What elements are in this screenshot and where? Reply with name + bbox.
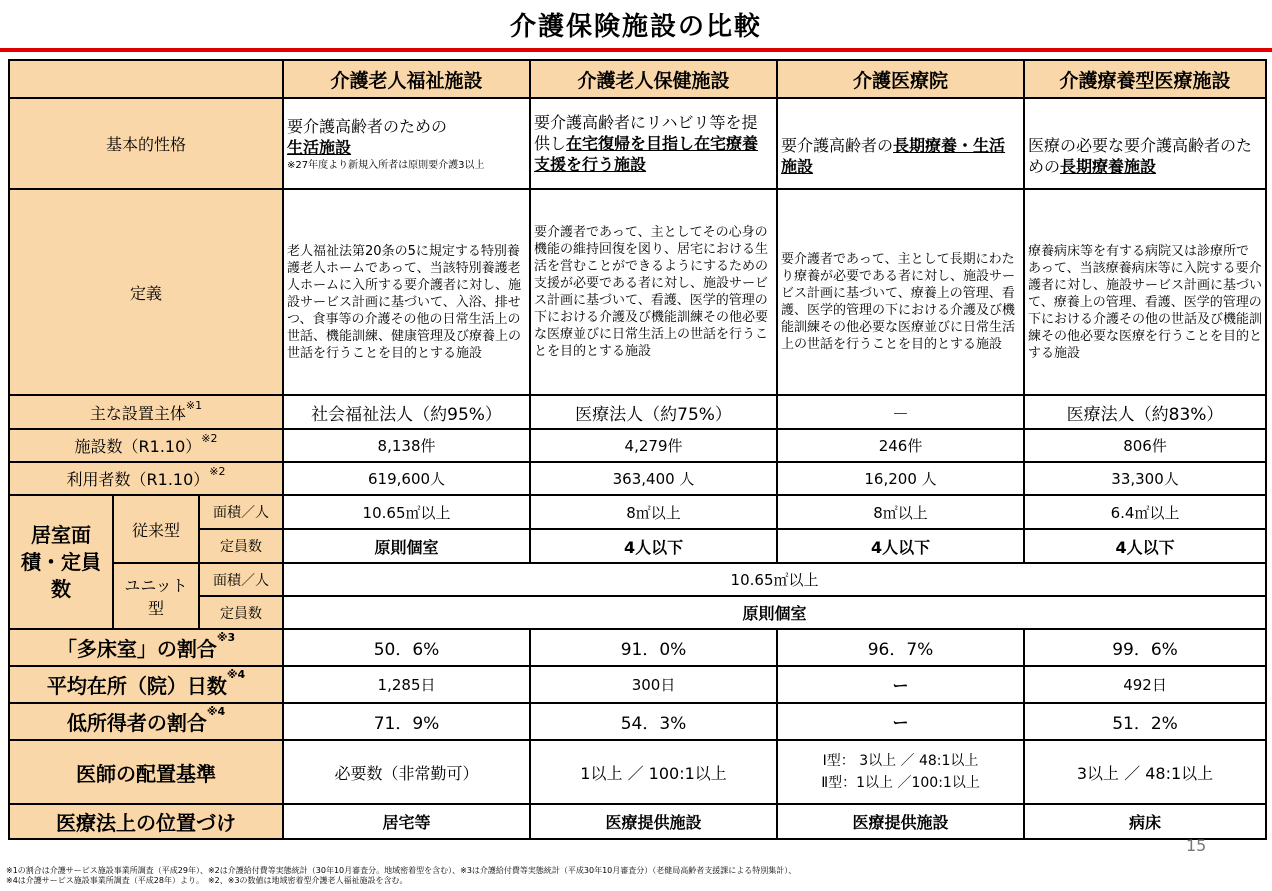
- column-header-welfare: 介護老人福祉施設: [283, 60, 530, 98]
- lowincome-row: [9, 703, 1266, 740]
- doctors-health: 1以上 ／ 100:1以上: [530, 740, 777, 804]
- stay-row: [9, 666, 1266, 703]
- definition-sanatorium: 療養病床等を有する病院又は診療所であって、当該療養病床等に入院する要介護者に対し、施設サービス計画に基づいて、療養上の管理、看護、医学的管理の下における介護その他の世話及び機能訓練その他必要な医療を行うことを目的とする施設: [1024, 189, 1266, 395]
- page-title: 介護保険施設の比較: [509, 12, 762, 42]
- conventional-area-label: 面積／人: [199, 495, 283, 529]
- multibed-medical: 96．7%: [777, 629, 1024, 666]
- stay-health: 300日: [530, 666, 777, 703]
- basic-medical-highlight: 長期療養・生活施設: [781, 135, 1006, 176]
- basic-sanatorium-text: 医療の必要な要介護高齢者のための: [1028, 135, 1253, 176]
- stay-sanatorium: 492日: [1024, 666, 1266, 703]
- facilities-welfare: 8,138件: [283, 429, 530, 462]
- row-label-stay: [9, 666, 283, 703]
- basic-sanatorium-highlight: 長期療養施設: [1060, 156, 1157, 176]
- definition-welfare: 老人福祉法第20条の5に規定する特別養護老人ホームであって、当該特別養護老人ホームに入所する要介護者に対し、施設サービス計画に基づいて、入浴、排せつ、食事等の介護その他の日常生活上の世話、機能訓練、健康管理及び療養上の世話を行うことを目的とする施設: [283, 189, 530, 395]
- basic-welfare-note: ※27年度より新規入所者は原則要介護3以上: [287, 159, 485, 171]
- row-label-room: 居室面積・定員数: [9, 495, 113, 629]
- row-label-users: [9, 462, 283, 495]
- operator-health: 医療法人（約75%）: [530, 395, 777, 429]
- basic-health-highlight: 在宅復帰を目指し在宅療養支援を行う施設: [534, 134, 759, 174]
- legal-health: 医療提供施設: [530, 804, 777, 839]
- row-label-multibed: [9, 629, 283, 666]
- multibed-row: [9, 629, 1266, 666]
- room-unit-area-row: [9, 563, 1266, 596]
- lowincome-footnote-mark: ※4: [206, 705, 226, 718]
- users-row: [9, 462, 1266, 495]
- basic-medical: [777, 98, 1024, 189]
- doctors-welfare: 必要数（非常勤可）: [283, 740, 530, 804]
- basic-medical-text: 要介護高齢者の: [781, 135, 894, 155]
- row-label-conventional: 従来型: [113, 495, 199, 563]
- doctors-sanatorium: 3以上 ／ 48:1以上: [1024, 740, 1266, 804]
- title-underline: [0, 48, 1272, 52]
- multibed-label: 「多床室」の割合: [56, 637, 217, 661]
- row-label-definition: 定義: [9, 189, 283, 395]
- conv-area-medical: 8㎡以上: [777, 495, 1024, 529]
- corner-cell: [9, 60, 283, 98]
- operator-medical: －: [777, 395, 1024, 429]
- facilities-sanatorium: 806件: [1024, 429, 1266, 462]
- legal-row: [9, 804, 1266, 839]
- multibed-footnote-mark: ※3: [216, 631, 236, 644]
- users-sanatorium: 33,300人: [1024, 462, 1266, 495]
- facilities-footnote-mark: ※2: [201, 432, 218, 445]
- stay-welfare: 1,285日: [283, 666, 530, 703]
- multibed-sanatorium: 99．6%: [1024, 629, 1266, 666]
- operator-row: [9, 395, 1266, 429]
- lowincome-medical: ー: [777, 703, 1024, 740]
- facilities-label: 施設数（R1.10）: [74, 437, 202, 456]
- footnotes: [6, 866, 796, 886]
- conv-cap-sanatorium: 4人以下: [1024, 529, 1266, 563]
- header-row: [9, 60, 1266, 98]
- row-label-doctors: 医師の配置基準: [9, 740, 283, 804]
- basic-row: [9, 98, 1266, 189]
- conv-cap-health: 4人以下: [530, 529, 777, 563]
- stay-label: 平均在所（院）日数: [46, 674, 227, 698]
- users-label: 利用者数（R1.10）: [66, 470, 210, 489]
- basic-welfare-highlight: 生活施設: [287, 137, 352, 157]
- column-header-health: 介護老人保健施設: [530, 60, 777, 98]
- doctors-medical: [777, 740, 1024, 804]
- facilities-row: [9, 429, 1266, 462]
- users-medical: 16,200 人: [777, 462, 1024, 495]
- comparison-table: [8, 59, 1267, 840]
- operator-sanatorium: 医療法人（約83%）: [1024, 395, 1266, 429]
- conv-area-welfare: 10.65㎡以上: [283, 495, 530, 529]
- room-conventional-area-row: [9, 495, 1266, 529]
- unit-capacity-all: 原則個室: [283, 596, 1266, 629]
- conv-cap-medical: 4人以下: [777, 529, 1024, 563]
- unit-area-all: 10.65㎡以上: [283, 563, 1266, 596]
- definition-health: 要介護者であって、主としてその心身の機能の維持回復を図り、居宅における生活を営むことができるようにするための支援が必要である者に対し、施設サービス計画に基づいて、看護、医学的管理の下における介護及び機能訓練その他必要な医療並びに日常生活上の世話を行うことを目的とする施設: [530, 189, 777, 395]
- basic-sanatorium: [1024, 98, 1266, 189]
- multibed-health: 91．0%: [530, 629, 777, 666]
- doctors-medical-type2: Ⅱ型：1以上 ／100:1以上: [821, 775, 980, 791]
- legal-welfare: 居宅等: [283, 804, 530, 839]
- unit-capacity-label: 定員数: [199, 596, 283, 629]
- row-label-unit: ユニット型: [113, 563, 199, 629]
- row-label-legal: 医療法上の位置づけ: [9, 804, 283, 839]
- facilities-medical: 246件: [777, 429, 1024, 462]
- stay-medical: ー: [777, 666, 1024, 703]
- row-label-operator: [9, 395, 283, 429]
- multibed-welfare: 50．6%: [283, 629, 530, 666]
- column-header-medical: 介護医療院: [777, 60, 1024, 98]
- conventional-capacity-label: 定員数: [199, 529, 283, 563]
- doctors-medical-type1: Ⅰ型： 3以上 ／ 48:1以上: [822, 753, 979, 769]
- lowincome-health: 54．3%: [530, 703, 777, 740]
- row-label-lowincome: [9, 703, 283, 740]
- row-label-basic: 基本的性格: [9, 98, 283, 189]
- unit-area-label: 面積／人: [199, 563, 283, 596]
- stay-footnote-mark: ※4: [226, 668, 246, 681]
- legal-sanatorium: 病床: [1024, 804, 1266, 839]
- row-label-facilities: [9, 429, 283, 462]
- users-health: 363,400 人: [530, 462, 777, 495]
- users-footnote-mark: ※2: [209, 465, 226, 478]
- lowincome-welfare: 71．9%: [283, 703, 530, 740]
- definition-row: [9, 189, 1266, 395]
- basic-welfare-text: 要介護高齢者のための: [287, 116, 448, 136]
- definition-medical: 要介護者であって、主として長期にわたり療養が必要である者に対し、施設サービス計画に基づいて、療養上の管理、看護、医学的管理の下における介護及び機能訓練その他必要な医療並びに日常生活上の世話を行うことを目的とする施設: [777, 189, 1024, 395]
- conv-area-health: 8㎡以上: [530, 495, 777, 529]
- operator-label: 主な設置主体: [89, 403, 186, 423]
- conv-cap-welfare: 原則個室: [283, 529, 530, 563]
- facilities-health: 4,279件: [530, 429, 777, 462]
- legal-medical: 医療提供施設: [777, 804, 1024, 839]
- lowincome-sanatorium: 51．2%: [1024, 703, 1266, 740]
- footnote-line: ※1の割合は介護サービス施設事業所調査（平成29年）、※2は介護給付費等実態統計（30年10月審査分。地域密着型を含む）、※3は介護給付費等実態統計（平成30年10月審査分）（老健局高齢者支援課による特別集計）、: [6, 866, 797, 875]
- basic-health-text: 要介護高齢者にリハビリ等を提供し: [534, 113, 758, 153]
- operator-welfare: 社会福祉法人（約95%）: [283, 395, 530, 429]
- users-welfare: 619,600人: [283, 462, 530, 495]
- basic-health: [530, 98, 777, 189]
- lowincome-label: 低所得者の割合: [66, 711, 207, 735]
- page-number: 15: [1186, 836, 1207, 855]
- doctors-row: [9, 740, 1266, 804]
- footnote-line: ※4は介護サービス施設事業所調査（平成28年）より。 ※2、※3の数値は地域密着型介護老人福祉施設を含む。: [6, 876, 408, 885]
- conv-area-sanatorium: 6.4㎡以上: [1024, 495, 1266, 529]
- operator-footnote-mark: ※1: [185, 398, 203, 412]
- basic-welfare: [283, 98, 530, 189]
- column-header-sanatorium: 介護療養型医療施設: [1024, 60, 1266, 98]
